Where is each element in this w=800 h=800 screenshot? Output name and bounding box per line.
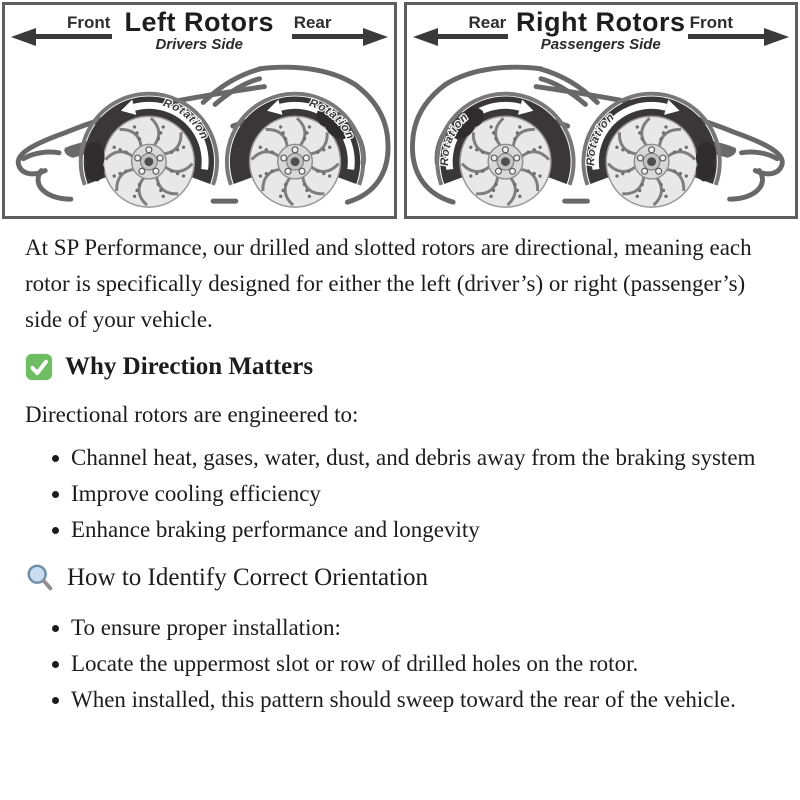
left-panel-title-block <box>5 5 394 53</box>
rear-direction-label <box>294 13 332 41</box>
right-panel-header <box>407 5 796 55</box>
list-item: Enhance braking performance and longevity <box>71 512 761 548</box>
rotation-label: Rotation <box>438 110 471 166</box>
rotor-direction-diagram <box>0 0 800 219</box>
arrow-left-icon <box>11 28 36 46</box>
arrow-bar <box>437 34 509 39</box>
right-rotors-panel <box>404 2 799 219</box>
panel-title: Left Rotors <box>124 7 274 37</box>
rotation-label: Rotation <box>161 97 211 142</box>
arrow-bar <box>292 34 364 39</box>
magnifying-glass-emoji-icon <box>25 563 55 593</box>
arrow-bar <box>688 34 765 39</box>
check-mark-emoji-icon <box>25 353 53 381</box>
left-car-illustration <box>5 55 394 213</box>
why-direction-matters-heading <box>25 353 774 381</box>
list-item: Locate the uppermost slot or row of drilled holes on the rotor. <box>71 646 761 682</box>
arrow-bar <box>35 34 112 39</box>
article-body <box>0 230 800 718</box>
arrow-right-icon <box>764 28 789 46</box>
left-panel-header <box>5 5 394 55</box>
list-item: Channel heat, gases, water, dust, and debris away from the braking system <box>71 440 761 476</box>
rotation-label: Rotation <box>307 97 357 142</box>
front-direction-label <box>690 13 733 41</box>
heading-text: How to Identify Correct Orientation <box>67 564 429 591</box>
list-item: Improve cooling efficiency <box>71 476 761 512</box>
panel-subtitle: Drivers Side <box>155 36 244 53</box>
how-to-identify-heading <box>25 563 774 593</box>
front-label-text: Front <box>67 13 111 32</box>
front-direction-label <box>67 13 110 41</box>
engineered-to-lead: Directional rotors are engineered to: <box>25 402 359 427</box>
list-item: When installed, this pattern should sweep toward the rear of the vehicle. <box>71 682 761 718</box>
left-rotors-panel <box>2 2 397 219</box>
intro-paragraph: At SP Performance, our drilled and slotted rotors are directional, meaning each rotor is specifically designed for either the left (driver’s) or right (passenger’s) side of your vehicle. <box>25 235 752 332</box>
rear-direction-label <box>469 13 507 41</box>
list-item: To ensure proper installation: <box>71 610 761 646</box>
front-label-text: Front <box>689 13 733 32</box>
rear-label-text: Rear <box>468 13 507 32</box>
arrow-right-icon <box>363 28 388 46</box>
how-bullet-list <box>25 610 774 718</box>
panel-subtitle: Passengers Side <box>540 36 661 53</box>
why-bullet-list <box>25 440 774 548</box>
rotation-label: Rotation <box>584 110 617 166</box>
panel-title: Right Rotors <box>516 7 686 37</box>
right-car-illustration <box>407 55 796 213</box>
arrow-left-icon <box>413 28 438 46</box>
heading-text: Why Direction Matters <box>65 353 314 380</box>
rear-label-text: Rear <box>293 13 332 32</box>
right-panel-title-block <box>407 5 796 53</box>
